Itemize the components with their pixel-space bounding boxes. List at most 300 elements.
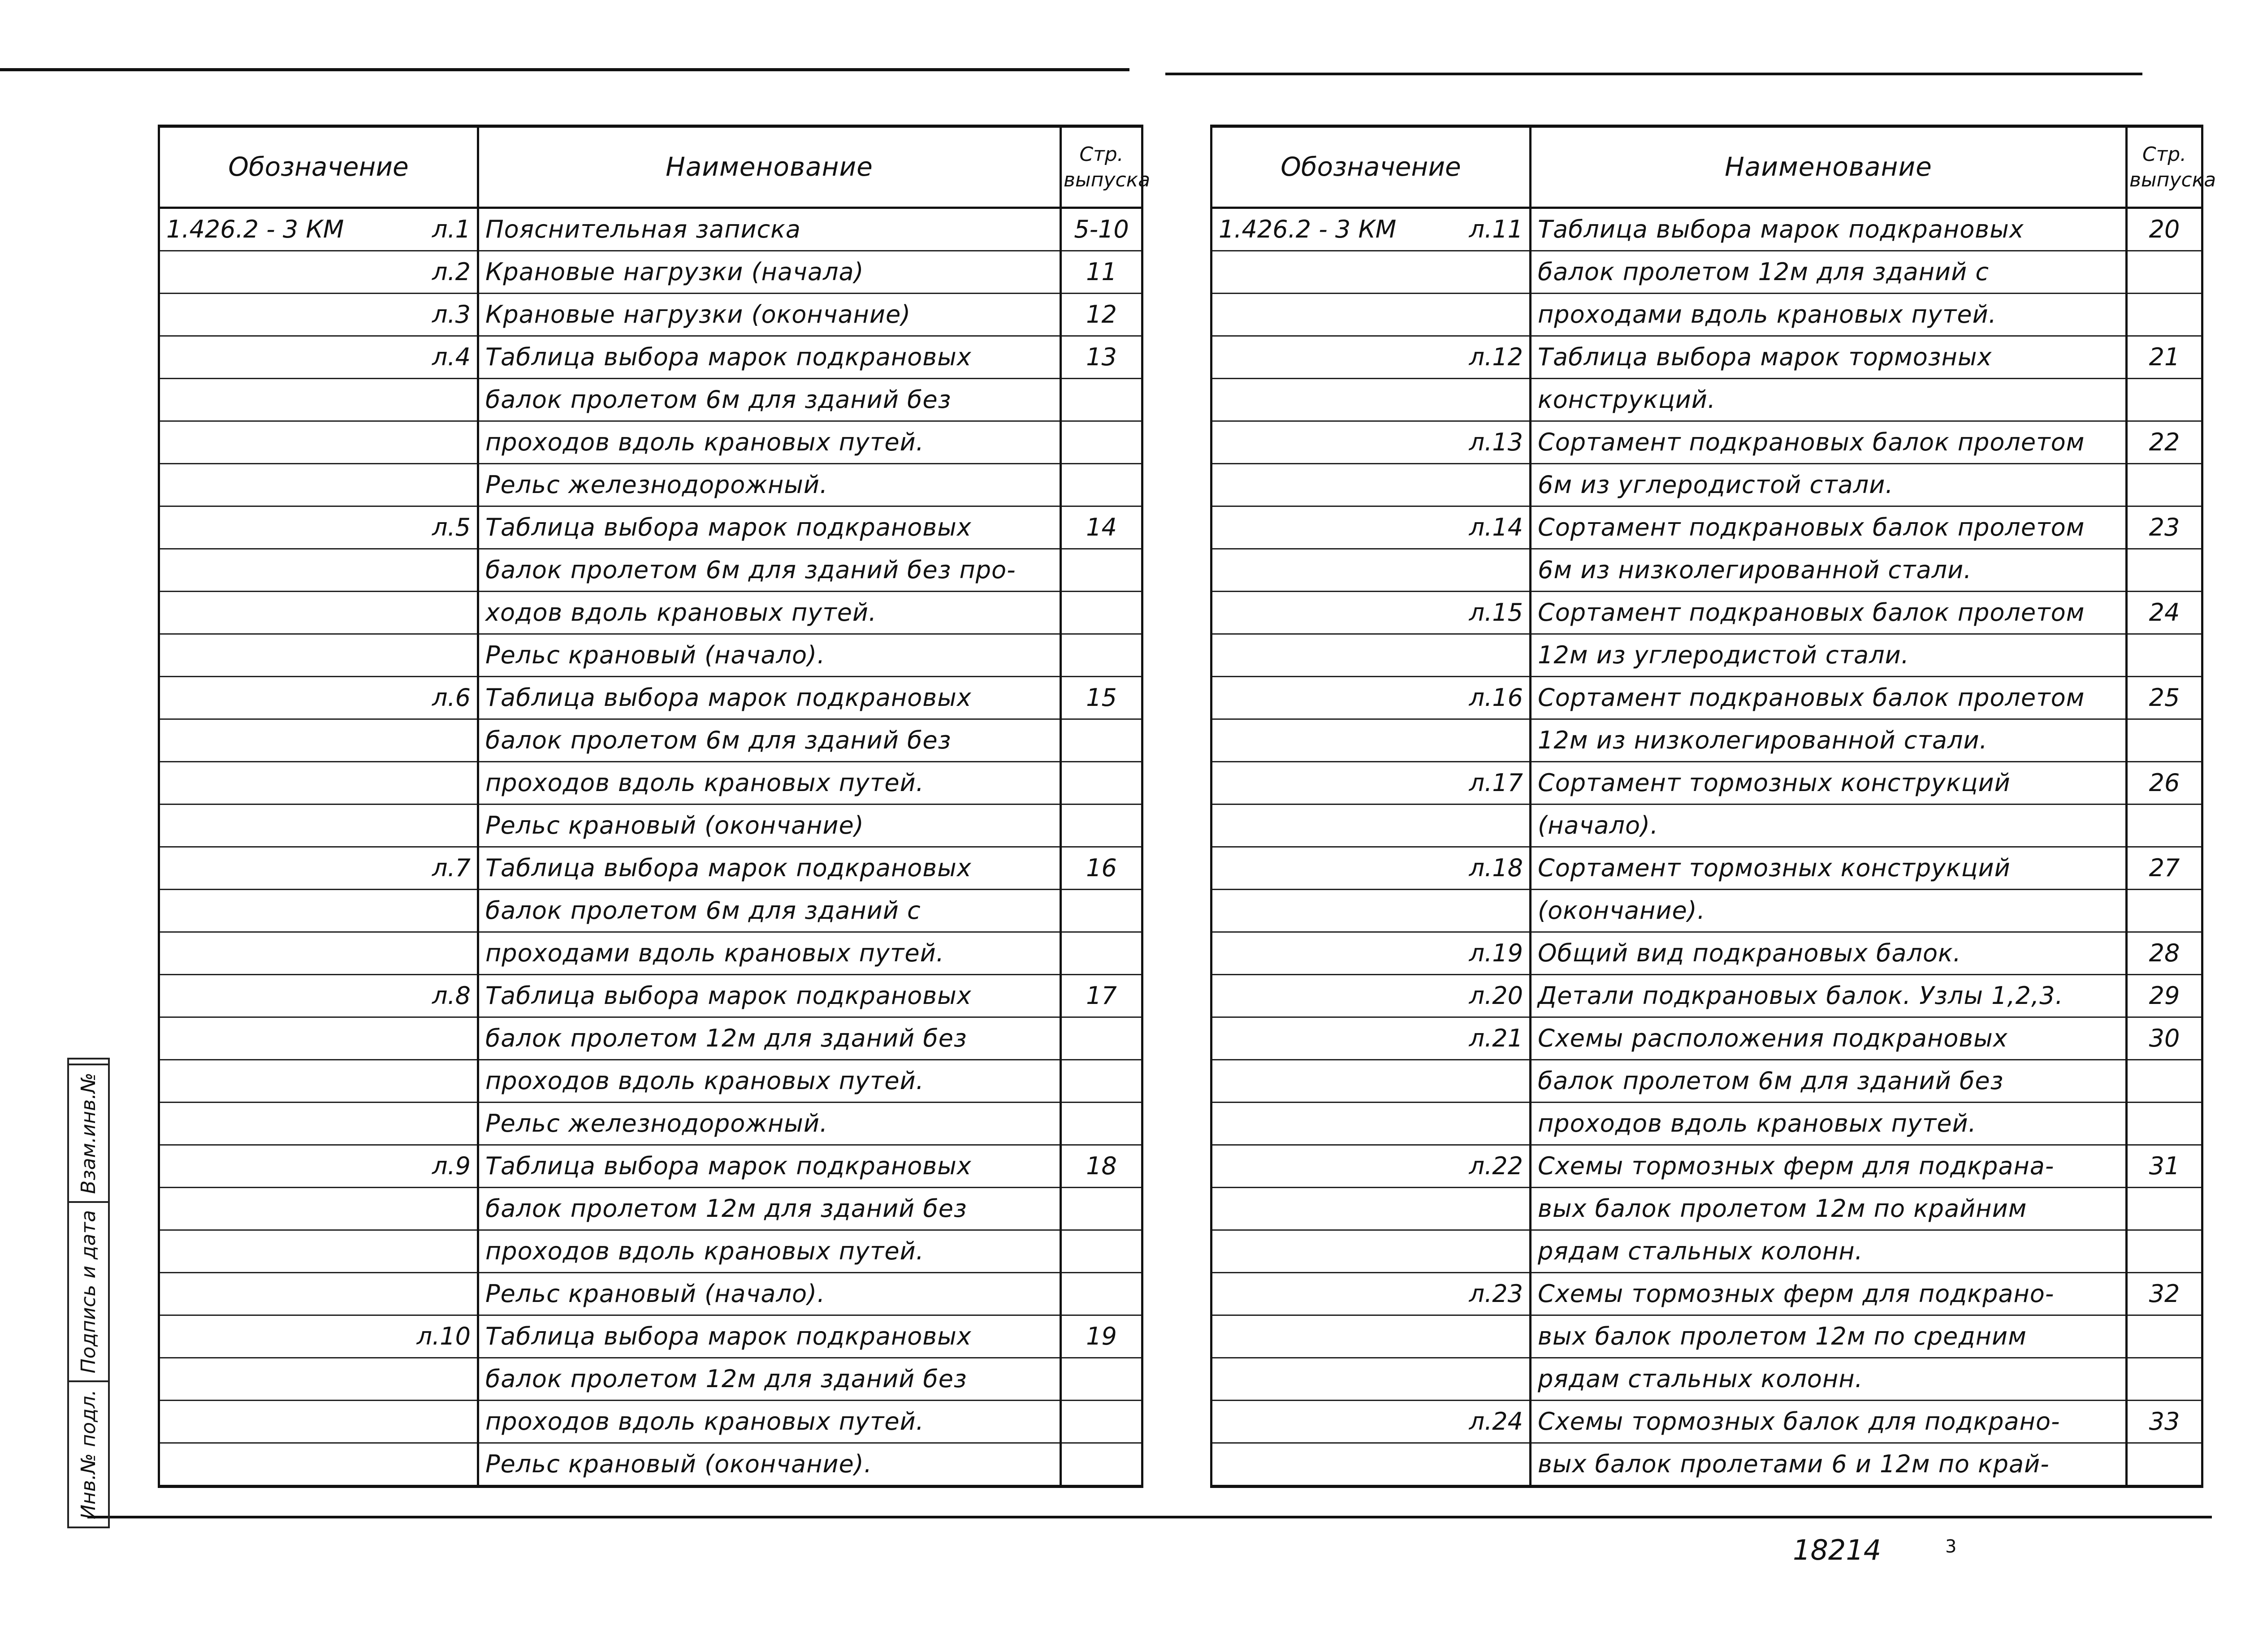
header-name: Наименование	[478, 126, 1061, 208]
page-cell	[2127, 634, 2202, 677]
name-cell: балок пролетом 6м для зданий без	[478, 719, 1061, 762]
page-cell: 26	[2127, 762, 2202, 804]
table-row	[159, 975, 1142, 1017]
table-header-row	[159, 126, 1142, 208]
page-cell	[1061, 804, 1142, 847]
designation-cell	[1211, 1315, 1531, 1358]
page-cell	[1061, 1273, 1142, 1315]
designation-wrap	[1219, 216, 1523, 242]
page-cell: 22	[2127, 421, 2202, 464]
table-row	[1211, 847, 2202, 890]
table-row	[1211, 1145, 2202, 1188]
page-cell: 18	[1061, 1145, 1142, 1188]
header-page	[2127, 126, 2216, 208]
name-cell: 12м из углеродистой стали.	[1531, 634, 2127, 677]
sheet-label: л.19	[1469, 939, 1523, 968]
contents-table-right	[1210, 125, 2216, 1488]
table-row	[159, 1103, 1142, 1145]
table-row	[1211, 1273, 2202, 1315]
page-cell	[1061, 932, 1142, 975]
name-cell: Рельс крановый (начало).	[478, 634, 1061, 677]
name-cell: Таблица выбора марок подкрановых	[478, 506, 1061, 549]
table-row	[159, 847, 1142, 890]
name-cell: Таблица выбора марок тормозных	[1531, 336, 2127, 379]
page-cell: 5-10	[1061, 208, 1142, 251]
designation-cell	[159, 1315, 478, 1358]
sheet-number: 3	[1945, 1536, 1957, 1557]
designation-cell	[1211, 1103, 1531, 1145]
designation-wrap	[166, 1323, 471, 1349]
designation-wrap	[166, 259, 471, 285]
sheet-label: л.1	[432, 215, 471, 244]
page-cell	[1061, 421, 1142, 464]
table-row	[159, 1188, 1142, 1230]
page-cell	[1061, 379, 1142, 421]
stamp-field-inv-orig: Инв.№ подл.	[69, 1380, 108, 1527]
sheet-label: л.4	[432, 343, 471, 372]
name-cell: Крановые нагрузки (начала)	[478, 251, 1061, 294]
table-row	[159, 1017, 1142, 1060]
name-cell: проходов вдоль крановых путей.	[478, 421, 1061, 464]
page-cell	[1061, 1188, 1142, 1230]
designation-cell	[159, 719, 478, 762]
sheet-label: л.18	[1469, 854, 1523, 882]
top-rule-right	[1165, 73, 2142, 75]
designation-wrap	[166, 344, 471, 370]
table-row	[1211, 1017, 2202, 1060]
table-row	[1211, 294, 2202, 336]
page-cell	[1061, 1443, 1142, 1487]
page-cell: 25	[2127, 677, 2202, 719]
page-cell	[1061, 549, 1142, 592]
name-cell: проходов вдоль крановых путей.	[1531, 1103, 2127, 1145]
table-row	[159, 1315, 1142, 1358]
designation-wrap	[166, 855, 471, 881]
page-cell	[1061, 1017, 1142, 1060]
header-page	[1061, 126, 1151, 208]
name-cell: Таблица выбора марок подкрановых	[478, 975, 1061, 1017]
sheet-label: л.12	[1469, 343, 1523, 372]
table-row	[1211, 890, 2202, 932]
table-row	[1211, 762, 2202, 804]
name-cell: вых балок пролетом 12м по средним	[1531, 1315, 2127, 1358]
designation-cell	[159, 208, 478, 251]
name-cell: Таблица выбора марок подкрановых	[478, 677, 1061, 719]
table-row	[159, 1358, 1142, 1401]
name-cell: 6м из низколегированной стали.	[1531, 549, 2127, 592]
designation-cell	[159, 804, 478, 847]
table-row	[1211, 1060, 2202, 1103]
table-row	[159, 1060, 1142, 1103]
header-name: Наименование	[1531, 126, 2127, 208]
designation-cell	[159, 1103, 478, 1145]
designation-wrap	[1219, 684, 1523, 711]
name-cell: вых балок пролетами 6 и 12м по край-	[1531, 1443, 2127, 1487]
designation-cell	[159, 1060, 478, 1103]
table-row	[159, 1443, 1142, 1487]
name-cell: Сортамент подкрановых балок пролетом	[1531, 506, 2127, 549]
table-row	[159, 804, 1142, 847]
page-cell: 32	[2127, 1273, 2202, 1315]
designation-wrap	[166, 514, 471, 541]
page-cell	[1061, 890, 1142, 932]
designation-cell	[1211, 421, 1531, 464]
designation-cell	[159, 1443, 478, 1487]
designation-wrap	[166, 1153, 471, 1179]
page-cell	[1061, 464, 1142, 506]
table-header-row	[1211, 126, 2202, 208]
designation-wrap	[1219, 1408, 1523, 1435]
name-cell: проходов вдоль крановых путей.	[478, 1230, 1061, 1273]
name-cell: Детали подкрановых балок. Узлы 1,2,3.	[1531, 975, 2127, 1017]
table-row	[1211, 1103, 2202, 1145]
page-cell: 29	[2127, 975, 2202, 1017]
designation-cell	[1211, 592, 1531, 634]
page-cell: 27	[2127, 847, 2202, 890]
designation-wrap	[1219, 344, 1523, 370]
designation-cell	[159, 251, 478, 294]
stamp-field-inv-replace: Взам.инв.№	[69, 1064, 108, 1201]
page-cell: 12	[1061, 294, 1142, 336]
name-cell: Схемы расположения подкрановых	[1531, 1017, 2127, 1060]
designation-cell	[1211, 932, 1531, 975]
table-row	[159, 1145, 1142, 1188]
designation-cell	[159, 379, 478, 421]
designation-cell	[159, 1230, 478, 1273]
sheet-label: л.22	[1469, 1152, 1523, 1181]
designation-cell	[159, 1273, 478, 1315]
header-page-line2: выпуска	[1064, 169, 1151, 191]
table-row	[159, 762, 1142, 804]
name-cell: Сортамент подкрановых балок пролетом	[1531, 677, 2127, 719]
page-cell: 11	[1061, 251, 1142, 294]
sheet-label: л.8	[432, 982, 471, 1010]
designation-cell	[159, 1401, 478, 1443]
name-cell: балок пролетом 12м для зданий с	[1531, 251, 2127, 294]
designation-wrap	[1219, 770, 1523, 796]
name-cell: Общий вид подкрановых балок.	[1531, 932, 2127, 975]
name-cell: балок пролетом 12м для зданий без	[478, 1017, 1061, 1060]
page-cell: 30	[2127, 1017, 2202, 1060]
sheet-label: л.16	[1469, 683, 1523, 712]
sheet-label: л.24	[1469, 1407, 1523, 1436]
designation-cell	[1211, 1443, 1531, 1487]
name-cell: Рельс железнодорожный.	[478, 1103, 1061, 1145]
page-cell: 14	[1061, 506, 1142, 549]
page-cell	[2127, 294, 2202, 336]
table-row	[159, 1401, 1142, 1443]
table-row	[159, 336, 1142, 379]
designation-cell	[1211, 975, 1531, 1017]
sheet-label: л.3	[432, 300, 471, 329]
sheet-label: л.17	[1469, 769, 1523, 797]
name-cell: вых балок пролетом 12м по крайним	[1531, 1188, 2127, 1230]
name-cell: ходов вдоль крановых путей.	[478, 592, 1061, 634]
sheet-label: л.13	[1469, 428, 1523, 457]
name-cell: Таблица выбора марок подкрановых	[478, 336, 1061, 379]
page-cell	[1061, 1230, 1142, 1273]
table-row	[1211, 592, 2202, 634]
sheet-label: л.23	[1469, 1280, 1523, 1308]
page-cell	[1061, 634, 1142, 677]
stamp-field-signature-date: Подпись и дата	[69, 1201, 108, 1380]
table-row	[159, 251, 1142, 294]
page-cell	[1061, 1060, 1142, 1103]
designation-wrap	[166, 301, 471, 328]
name-cell: балок пролетом 12м для зданий без	[478, 1188, 1061, 1230]
name-cell: проходами вдоль крановых путей.	[478, 932, 1061, 975]
designation-cell	[1211, 294, 1531, 336]
page-cell	[2127, 379, 2202, 421]
designation-wrap	[1219, 599, 1523, 626]
page-cell	[1061, 1358, 1142, 1401]
table-row	[1211, 932, 2202, 975]
designation-cell	[1211, 1273, 1531, 1315]
name-cell: Сортамент подкрановых балок пролетом	[1531, 592, 2127, 634]
table-row	[159, 549, 1142, 592]
name-cell: рядам стальных колонн.	[1531, 1358, 2127, 1401]
name-cell: Сортамент подкрановых балок пролетом	[1531, 421, 2127, 464]
table-row	[159, 464, 1142, 506]
table-row	[159, 592, 1142, 634]
name-cell: Таблица выбора марок подкрановых	[478, 1145, 1061, 1188]
page-cell: 13	[1061, 336, 1142, 379]
designation-cell	[1211, 464, 1531, 506]
designation-cell	[159, 1017, 478, 1060]
sheet-label: л.20	[1469, 982, 1523, 1010]
designation-cell	[159, 506, 478, 549]
designation-cell	[1211, 1401, 1531, 1443]
designation-cell	[1211, 549, 1531, 592]
designation-cell	[1211, 336, 1531, 379]
name-cell: (окончание).	[1531, 890, 2127, 932]
designation-wrap	[1219, 1280, 1523, 1307]
page-cell	[2127, 464, 2202, 506]
table-row	[1211, 549, 2202, 592]
table-row	[159, 1273, 1142, 1315]
side-stamp	[67, 1058, 110, 1528]
name-cell: Таблица выбора марок подкрановых	[478, 847, 1061, 890]
table-row	[159, 932, 1142, 975]
table-row	[1211, 251, 2202, 294]
table-body-left	[159, 208, 1142, 1487]
designation-cell	[159, 1358, 478, 1401]
page-cell	[1061, 762, 1142, 804]
table-row	[1211, 677, 2202, 719]
page-cell: 24	[2127, 592, 2202, 634]
name-cell: Схемы тормозных ферм для подкрано-	[1531, 1273, 2127, 1315]
page-cell	[2127, 1060, 2202, 1103]
table-row	[159, 1230, 1142, 1273]
name-cell: балок пролетом 12м для зданий без	[478, 1358, 1061, 1401]
name-cell: Рельс крановый (окончание)	[478, 804, 1061, 847]
page-cell: 17	[1061, 975, 1142, 1017]
page-cell	[2127, 549, 2202, 592]
table-row	[1211, 1230, 2202, 1273]
page-cell	[1061, 1103, 1142, 1145]
table-row	[159, 677, 1142, 719]
sheet-label: л.2	[432, 258, 471, 286]
table-row	[1211, 421, 2202, 464]
designation-cell	[159, 847, 478, 890]
page-cell: 23	[2127, 506, 2202, 549]
sheet-label: л.14	[1469, 513, 1523, 542]
table-row	[1211, 1188, 2202, 1230]
name-cell: Сортамент тормозных конструкций	[1531, 762, 2127, 804]
page-cell: 16	[1061, 847, 1142, 890]
table-row	[1211, 804, 2202, 847]
table-row	[1211, 975, 2202, 1017]
side-stamp-fields	[67, 1058, 110, 1528]
designation-wrap	[1219, 940, 1523, 966]
designation-cell	[159, 677, 478, 719]
page-cell: 15	[1061, 677, 1142, 719]
designation-cell	[1211, 677, 1531, 719]
designation-code: 1.426.2 - 3 КМ	[1219, 215, 1397, 244]
designation-wrap	[1219, 514, 1523, 541]
sheet-label: л.11	[1469, 215, 1523, 244]
name-cell: Рельс железнодорожный.	[478, 464, 1061, 506]
designation-cell	[1211, 1060, 1531, 1103]
page-cell	[2127, 1315, 2202, 1358]
page-cell	[2127, 890, 2202, 932]
page-cell	[1061, 1401, 1142, 1443]
table-row	[159, 421, 1142, 464]
table-row	[159, 506, 1142, 549]
designation-cell	[1211, 1230, 1531, 1273]
page-cell	[2127, 1230, 2202, 1273]
page-cell: 31	[2127, 1145, 2202, 1188]
name-cell: рядам стальных колонн.	[1531, 1230, 2127, 1273]
designation-wrap	[166, 684, 471, 711]
page-cell	[2127, 719, 2202, 762]
designation-cell	[1211, 719, 1531, 762]
page-cell: 21	[2127, 336, 2202, 379]
designation-cell	[159, 975, 478, 1017]
table-row	[1211, 464, 2202, 506]
name-cell: Схемы тормозных балок для подкрано-	[1531, 1401, 2127, 1443]
name-cell: Таблица выбора марок подкрановых	[1531, 208, 2127, 251]
sheet-label: л.7	[432, 854, 471, 882]
designation-code: 1.426.2 - 3 КМ	[166, 215, 344, 244]
table-row	[1211, 336, 2202, 379]
name-cell: Крановые нагрузки (окончание)	[478, 294, 1061, 336]
designation-cell	[159, 421, 478, 464]
designation-cell	[1211, 634, 1531, 677]
name-cell: проходов вдоль крановых путей.	[478, 1401, 1061, 1443]
designation-cell	[1211, 804, 1531, 847]
designation-cell	[1211, 208, 1531, 251]
sheet-label: л.10	[416, 1322, 471, 1351]
sheet-label: л.9	[432, 1152, 471, 1181]
header-designation: Обозначение	[159, 126, 478, 208]
page-cell	[2127, 804, 2202, 847]
page-cell	[1061, 592, 1142, 634]
designation-cell	[159, 1188, 478, 1230]
designation-wrap	[166, 982, 471, 1009]
table-row	[159, 294, 1142, 336]
designation-cell	[159, 762, 478, 804]
designation-cell	[159, 890, 478, 932]
contents-table-left	[158, 125, 1151, 1488]
designation-cell	[159, 464, 478, 506]
header-page-line1: Стр.	[1079, 143, 1124, 166]
page-cell: 19	[1061, 1315, 1142, 1358]
top-rule-left	[0, 68, 1129, 71]
name-cell: Рельс крановый (начало).	[478, 1273, 1061, 1315]
name-cell: Схемы тормозных ферм для подкрана-	[1531, 1145, 2127, 1188]
header-page-line1: Стр.	[2142, 143, 2187, 166]
header-designation: Обозначение	[1211, 126, 1531, 208]
designation-wrap	[1219, 982, 1523, 1009]
sheet-label: л.5	[432, 513, 471, 542]
designation-cell	[1211, 251, 1531, 294]
name-cell: Пояснительная записка	[478, 208, 1061, 251]
name-cell: проходов вдоль крановых путей.	[478, 1060, 1061, 1103]
name-cell: Таблица выбора марок подкрановых	[478, 1315, 1061, 1358]
table-row	[159, 208, 1142, 251]
name-cell: (начало).	[1531, 804, 2127, 847]
page-cell	[2127, 1358, 2202, 1401]
page-cell: 33	[2127, 1401, 2202, 1443]
designation-cell	[159, 294, 478, 336]
table-row	[1211, 1443, 2202, 1487]
sheet-label: л.21	[1469, 1024, 1523, 1053]
table-row	[159, 634, 1142, 677]
page-cell: 28	[2127, 932, 2202, 975]
table-row	[1211, 1358, 2202, 1401]
designation-cell	[159, 549, 478, 592]
designation-cell	[1211, 1017, 1531, 1060]
designation-cell	[1211, 1358, 1531, 1401]
table-row	[159, 719, 1142, 762]
designation-cell	[1211, 506, 1531, 549]
page-cell: 20	[2127, 208, 2202, 251]
name-cell: 6м из углеродистой стали.	[1531, 464, 2127, 506]
designation-cell	[159, 336, 478, 379]
sheet-label: л.6	[432, 683, 471, 712]
designation-wrap	[1219, 429, 1523, 455]
name-cell: проходов вдоль крановых путей.	[478, 762, 1061, 804]
designation-cell	[1211, 1188, 1531, 1230]
designation-wrap	[1219, 855, 1523, 881]
table-row	[1211, 379, 2202, 421]
table-row	[159, 379, 1142, 421]
page-cell	[2127, 251, 2202, 294]
page-cell	[2127, 1103, 2202, 1145]
name-cell: балок пролетом 6м для зданий без	[1531, 1060, 2127, 1103]
table-row	[159, 890, 1142, 932]
table-row	[1211, 506, 2202, 549]
page-cell	[1061, 719, 1142, 762]
name-cell: проходами вдоль крановых путей.	[1531, 294, 2127, 336]
bottom-rule	[87, 1516, 2212, 1518]
name-cell: балок пролетом 6м для зданий без	[478, 379, 1061, 421]
sheet-label: л.15	[1469, 598, 1523, 627]
document-number: 18214	[1793, 1534, 1882, 1566]
header-page-line2: выпуска	[2129, 169, 2216, 191]
table-row	[1211, 1401, 2202, 1443]
table-row	[1211, 208, 2202, 251]
designation-wrap	[1219, 1153, 1523, 1179]
name-cell: Рельс крановый (окончание).	[478, 1443, 1061, 1487]
table-body-right	[1211, 208, 2202, 1487]
page-cell	[2127, 1188, 2202, 1230]
designation-cell	[1211, 847, 1531, 890]
table-row	[1211, 1315, 2202, 1358]
designation-wrap	[1219, 1025, 1523, 1051]
name-cell: балок пролетом 6м для зданий с	[478, 890, 1061, 932]
